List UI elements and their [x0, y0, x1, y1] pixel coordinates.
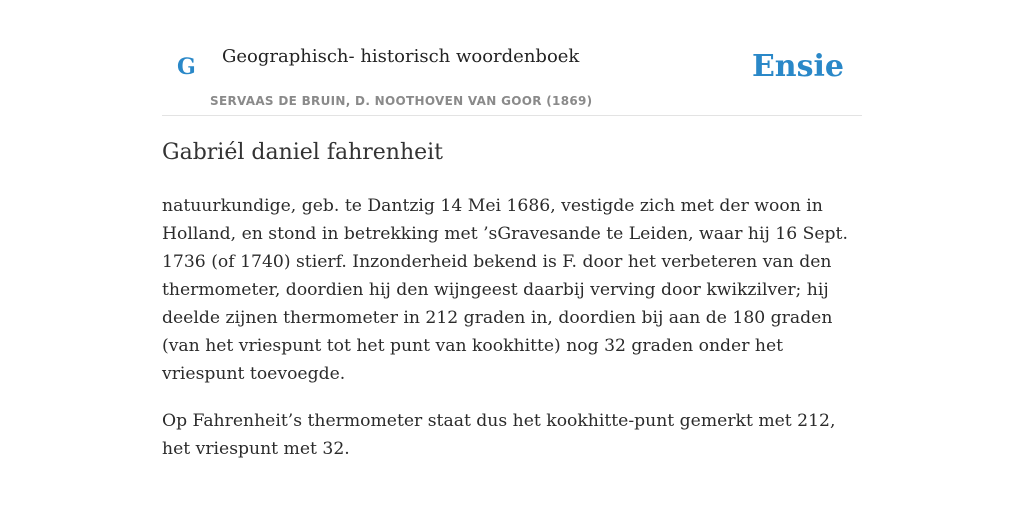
- book-title-link[interactable]: Geographisch- historisch woordenboek: [222, 46, 580, 67]
- entry-paragraph: natuurkundige, geb. te Dantzig 14 Mei 1686, vestigde zich met der woon in Holland, en stond in betrekking met ’sGravesande te Leiden, waar hij 16 Sept. 1736 (of 1740) stierf. Inzonderheid bekend is F. door het verbeteren van den thermometer, doordien hij den wijngeest daarbij verving door kwikzilver; hij deelde zijnen thermometer in 212 graden in, doordien bij aan de 180 graden (van het vriespunt tot het punt van kookhitte) nog 32 graden onder het vriespunt toevoegde.: [162, 196, 848, 384]
- ensie-logo[interactable]: Ensie: [751, 49, 844, 84]
- header: [162, 0, 862, 116]
- letter-badge[interactable]: G: [177, 54, 196, 80]
- entry-paragraph: Op Fahrenheit’s thermometer staat dus het kookhitte-punt gemerkt met 212, het vriespunt met 32.: [162, 411, 836, 459]
- book-authors: SERVAAS DE BRUIN, D. NOOTHOVEN VAN GOOR (1869): [210, 94, 593, 108]
- entry-body: [162, 192, 862, 482]
- entry-title: Gabriél daniel fahrenheit: [162, 140, 444, 165]
- article-container: [162, 0, 862, 459]
